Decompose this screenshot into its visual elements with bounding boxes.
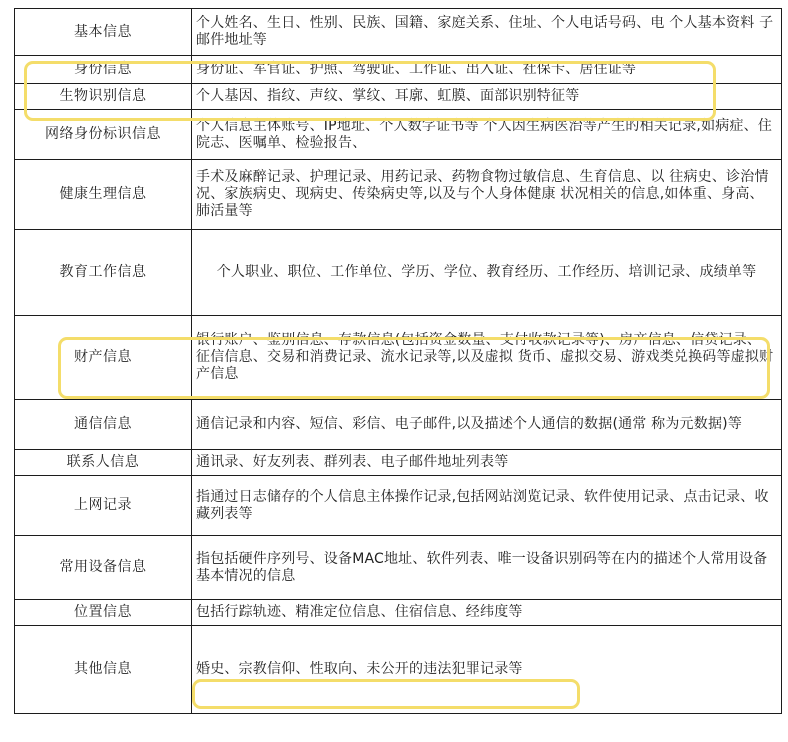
table-row [15, 56, 782, 84]
category-cell: 生物识别信息 [15, 84, 192, 110]
table-row [15, 160, 782, 230]
table-row [15, 400, 782, 450]
category-cell: 基本信息 [15, 9, 192, 56]
description-cell: 指包括硬件序列号、设备MAC地址、软件列表、唯一设备识别码等在内的描述个人常用设备基本情况的信息 [192, 536, 782, 600]
category-cell: 网络身份标识信息 [15, 110, 192, 160]
category-cell: 教育工作信息 [15, 230, 192, 316]
description-cell: 个人姓名、生日、性别、民族、国籍、家庭关系、住址、个人电话号码、电 个人基本资料 子邮件地址等 [192, 9, 782, 56]
personal-info-table [14, 8, 782, 714]
description-cell: 手术及麻醉记录、护理记录、用药记录、药物食物过敏信息、生育信息、以 往病史、诊治情况、家族病史、现病史、传染病史等,以及与个人身体健康 状况相关的信息,如体重、身高、肺活量等 [192, 160, 782, 230]
description-cell: 身份证、军官证、护照、驾驶证、工作证、出入证、社保卡、居住证等 [192, 56, 782, 84]
description-cell: 婚史、宗教信仰、性取向、未公开的违法犯罪记录等 [192, 626, 782, 714]
description-cell: 通信记录和内容、短信、彩信、电子邮件,以及描述个人通信的数据(通常 称为元数据)等 [192, 400, 782, 450]
description-cell: 个人信息主体账号、IP地址、个人数字证书等 个人因生病医治等产生的相关记录,如病症、住院志、医嘱单、检验报告、 [192, 110, 782, 160]
table-row [15, 536, 782, 600]
category-cell: 其他信息 [15, 626, 192, 714]
category-cell: 联系人信息 [15, 450, 192, 476]
table-row [15, 450, 782, 476]
category-cell: 位置信息 [15, 600, 192, 626]
table-row [15, 230, 782, 316]
description-cell: 包括行踪轨迹、精准定位信息、住宿信息、经纬度等 [192, 600, 782, 626]
table-row [15, 84, 782, 110]
table-row [15, 110, 782, 160]
category-cell: 财产信息 [15, 316, 192, 400]
table-row [15, 626, 782, 714]
description-cell: 个人职业、职位、工作单位、学历、学位、教育经历、工作经历、培训记录、成绩单等 [192, 230, 782, 316]
description-cell: 个人基因、指纹、声纹、掌纹、耳廓、虹膜、面部识别特征等 [192, 84, 782, 110]
description-cell: 通讯录、好友列表、群列表、电子邮件地址列表等 [192, 450, 782, 476]
table-row [15, 476, 782, 536]
table-row [15, 316, 782, 400]
description-cell: 银行账户、鉴别信息、存款信息(包括资金数量、支付收款记录等)、房产信息、信贷记录、征信信息、交易和消费记录、流水记录等,以及虚拟 货币、虚拟交易、游戏类兑换码等虚拟财产信息 [192, 316, 782, 400]
category-cell: 常用设备信息 [15, 536, 192, 600]
category-cell: 身份信息 [15, 56, 192, 84]
category-cell: 健康生理信息 [15, 160, 192, 230]
category-cell: 上网记录 [15, 476, 192, 536]
category-cell: 通信信息 [15, 400, 192, 450]
table-row [15, 9, 782, 56]
table-row [15, 600, 782, 626]
description-cell: 指通过日志储存的个人信息主体操作记录,包括网站浏览记录、软件使用记录、点击记录、收藏列表等 [192, 476, 782, 536]
